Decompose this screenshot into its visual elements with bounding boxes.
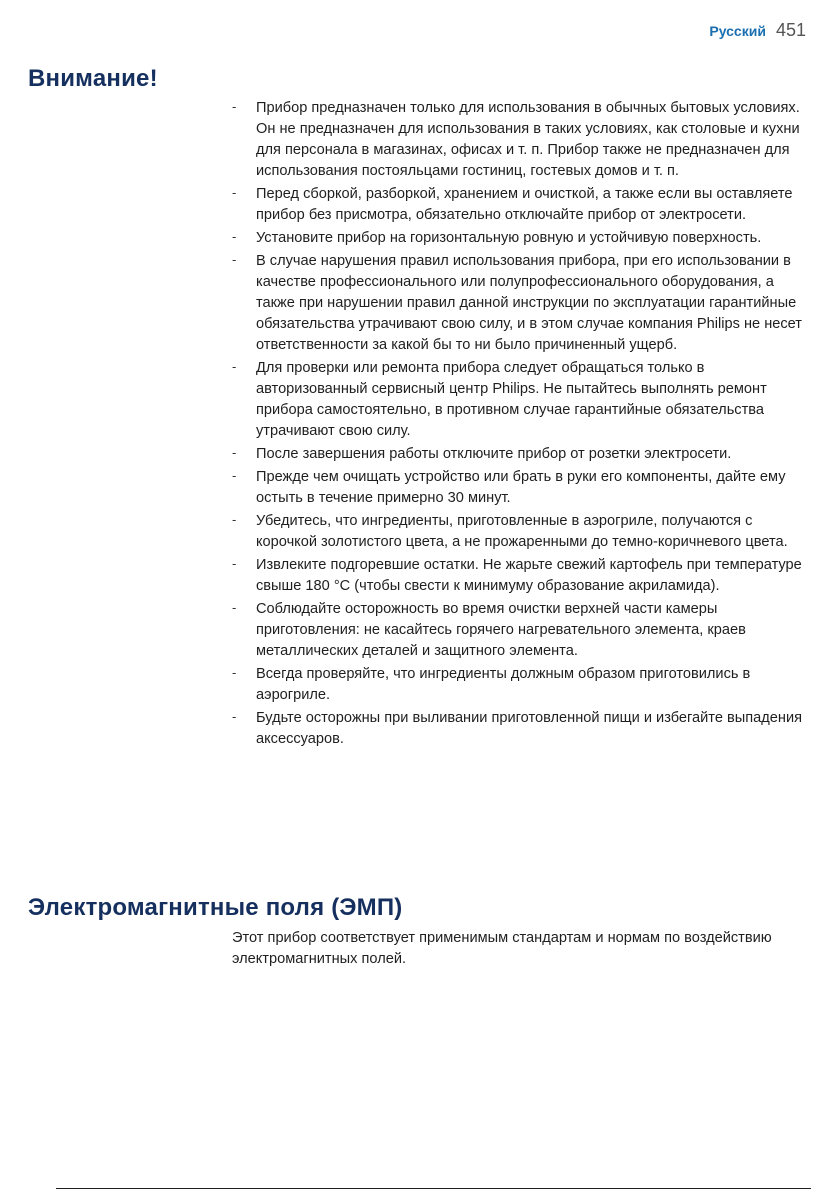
list-item <box>232 467 814 509</box>
bullet-dash-icon: - <box>232 468 237 483</box>
list-item <box>232 228 814 249</box>
list-item-text: После завершения работы отключите прибор от розетки электросети. <box>256 446 732 462</box>
page-number: 451 <box>775 20 806 40</box>
list-item-text: Всегда проверяйте, что ингредиенты должным образом приготовились в аэрогриле. <box>256 666 751 703</box>
list-item <box>232 184 814 226</box>
list-item <box>232 98 814 182</box>
warning-section-title: Внимание! <box>28 65 158 92</box>
bullet-dash-icon: - <box>232 512 237 527</box>
bullet-dash-icon: - <box>232 665 237 680</box>
list-item-text: Извлеките подгоревшие остатки. Не жарьте свежий картофель при температуре свыше 180 °C (чтобы свести к минимуму образование акриламида). <box>256 557 802 594</box>
emp-body-text: Этот прибор соответствует применимым стандартам и нормам по воздействию электромагнитных полей. <box>232 930 772 967</box>
list-item-text: Для проверки или ремонта прибора следует обращаться только в авторизованный сервисный центр Philips. Не пытайтесь выполнять ремонт прибора самостоятельно, в противном случае гарантийные обязательства утрачивают свою силу. <box>256 360 767 439</box>
bullet-dash-icon: - <box>232 252 237 267</box>
list-item-text: В случае нарушения правил использования прибора, при его использовании в качестве профессионального или полупрофессионального оборудования, а также при нарушении правил данной инструкции по эксплуатации гарантийные обязательства утрачивают свою силу, и в этом случае компания Philips не несет ответственности за какой бы то ни было причиненный ущерб. <box>256 253 802 353</box>
bullet-dash-icon: - <box>232 556 237 571</box>
language-label: Русский <box>709 23 766 39</box>
list-item-text: Перед сборкой, разборкой, хранением и очисткой, а также если вы оставляете прибор без присмотра, обязательно отключайте прибор от электросети. <box>256 186 793 223</box>
list-item <box>232 599 814 662</box>
list-item <box>232 555 814 597</box>
list-item <box>232 251 814 356</box>
bullet-dash-icon: - <box>232 99 237 114</box>
footer-divider <box>56 1188 811 1189</box>
bullet-dash-icon: - <box>232 185 237 200</box>
bullet-dash-icon: - <box>232 709 237 724</box>
list-item <box>232 708 814 750</box>
list-item <box>232 511 814 553</box>
page-header <box>709 20 806 41</box>
list-item <box>232 664 814 706</box>
list-item-text: Будьте осторожны при выливании приготовленной пищи и избегайте выпадения аксессуаров. <box>256 710 803 747</box>
bullet-dash-icon: - <box>232 445 237 460</box>
list-item <box>232 444 814 465</box>
warning-list <box>232 98 814 752</box>
list-item-text: Прежде чем очищать устройство или брать в руки его компоненты, дайте ему остыть в течение примерно 30 минут. <box>256 469 786 506</box>
emp-section-title: Электромагнитные поля (ЭМП) <box>28 894 403 921</box>
list-item-text: Соблюдайте осторожность во время очистки верхней части камеры приготовления: не касайтесь горячего нагревательного элемента, краев металлических деталей и защитного элемента. <box>256 601 746 659</box>
list-item-text: Убедитесь, что ингредиенты, приготовленные в аэрогриле, получаются с корочкой золотистого цвета, а не прожаренными до темно-коричневого цвета. <box>256 513 788 550</box>
list-item-text: Установите прибор на горизонтальную ровную и устойчивую поверхность. <box>256 230 762 246</box>
bullet-dash-icon: - <box>232 359 237 374</box>
bullet-dash-icon: - <box>232 229 237 244</box>
list-item-text: Прибор предназначен только для использования в обычных бытовых условиях. Он не предназначен для использования в таких условиях, как столовые и кухни для персонала в магазинах, офисах и т. п. Прибор также не предназначен для использования постояльцами гостиниц, гостевых домов и т. п. <box>256 100 800 179</box>
bullet-dash-icon: - <box>232 600 237 615</box>
list-item <box>232 358 814 442</box>
